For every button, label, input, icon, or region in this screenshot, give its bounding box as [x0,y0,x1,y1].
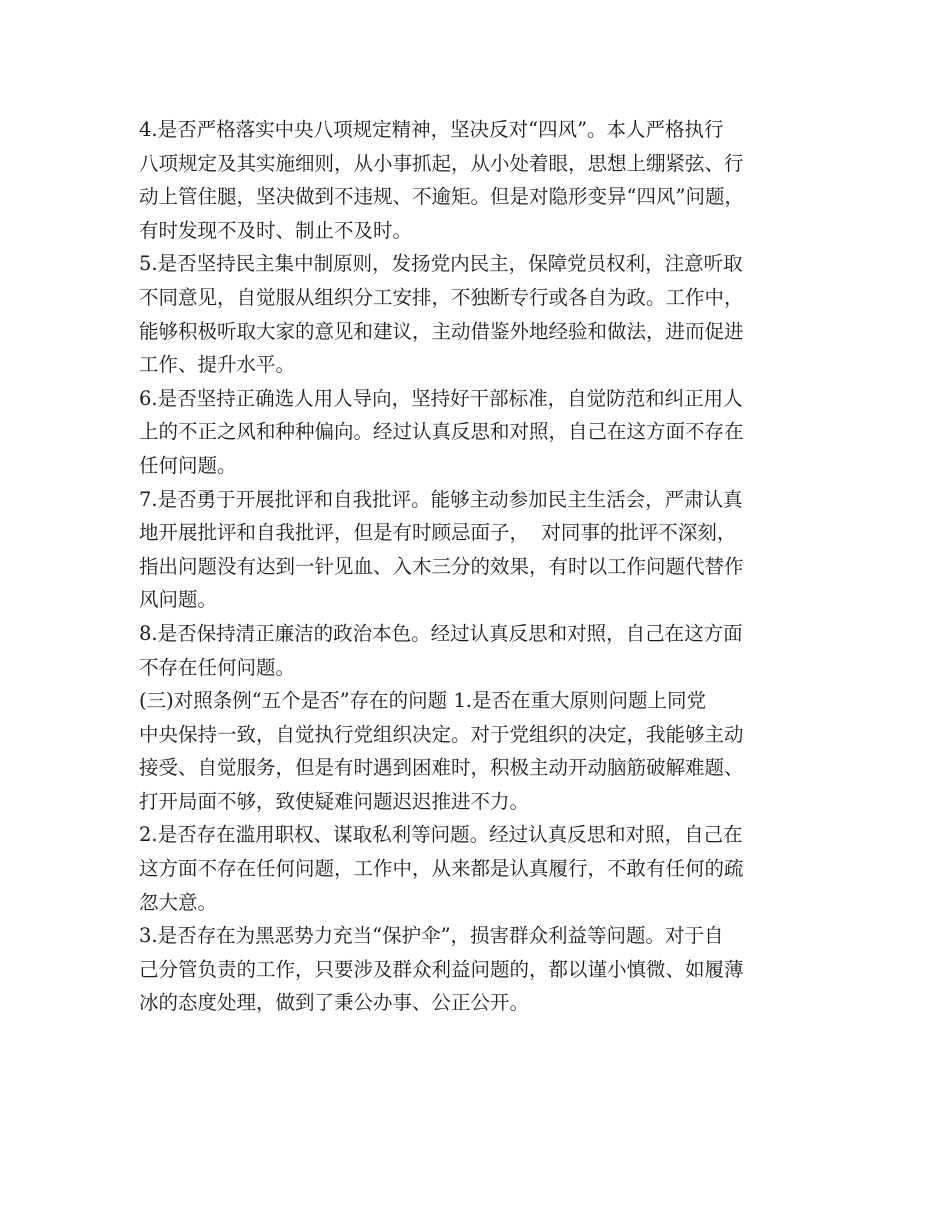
text-line: 地开展批评和自我批评，但是有时顾忌面子， 对同事的批评不深刻， [139,521,737,545]
text-line: 接受、自觉服务，但是有时遇到困难时，积极主动开动脑筋破解难题、 [139,756,744,780]
text-line: 2.是否存在滥用职权、谋取私利等问题。经过认真反思和对照，自己在 [139,823,743,847]
document-body [139,113,839,1020]
text-line: 己分管负责的工作，只要涉及群众利益问题的，都以谨小慎微、如履薄 [139,957,744,981]
text-line: 工作、提升水平。 [139,353,296,377]
text-line: 上的不正之风和种种偏向。经过认真反思和对照，自己在这方面不存在 [139,420,744,444]
text-line: 八项规定及其实施细则，从小事抓起，从小处着眼，思想上绷紧弦、行 [139,151,744,175]
text-line: 能够积极听取大家的意见和建议，主动借鉴外地经验和做法，进而促进 [139,319,744,343]
text-line: 5.是否坚持民主集中制原则，发扬党内民主，保障党员权利，注意听取 [139,252,743,276]
text-line: 动上管住腿，坚决做到不违规、不逾矩。但是对隐形变异“四风”问题， [139,185,744,209]
text-line: 有时发现不及时、制止不及时。 [139,218,413,242]
text-line: 3.是否存在为黑恶势力充当“保护伞”，损害群众利益等问题。对于自 [139,924,724,948]
text-line: 这方面不存在任何问题，工作中，从来都是认真履行，不敢有任何的疏 [139,857,744,881]
text-line: 7.是否勇于开展批评和自我批评。能够主动参加民主生活会，严肃认真 [139,487,743,511]
text-line: 4.是否严格落实中央八项规定精神，坚决反对“四风”。本人严格执行 [139,118,724,141]
text-line: 打开局面不够，致使疑难问题迟迟推进不力。 [139,789,530,813]
text-line: 任何问题。 [139,453,237,477]
text-line: 指出问题没有达到一针见血、入木三分的效果，有时以工作问题代替作 [139,554,744,578]
text-line: 8.是否保持清正廉洁的政治本色。经过认真反思和对照，自己在这方面 [139,621,743,645]
text-line: 风问题。 [139,588,218,612]
text-line: 6.是否坚持正确选人用人导向，坚持好干部标准，自觉防范和纠正用人 [139,386,743,410]
text-line: 冰的态度处理，做到了秉公办事、公正公开。 [139,991,530,1015]
text-line: 不存在任何问题。 [139,655,296,679]
text-line: 中央保持一致，自觉执行党组织决定。对于党组织的决定，我能够主动 [139,722,744,746]
text-line: 不同意见，自觉服从组织分工安排，不独断专行或各自为政。工作中， [139,285,744,309]
text-line: (三)对照条例“五个是否”存在的问题 1.是否在重大原则问题上同党 [139,689,706,713]
text-line: 忽大意。 [139,890,218,914]
